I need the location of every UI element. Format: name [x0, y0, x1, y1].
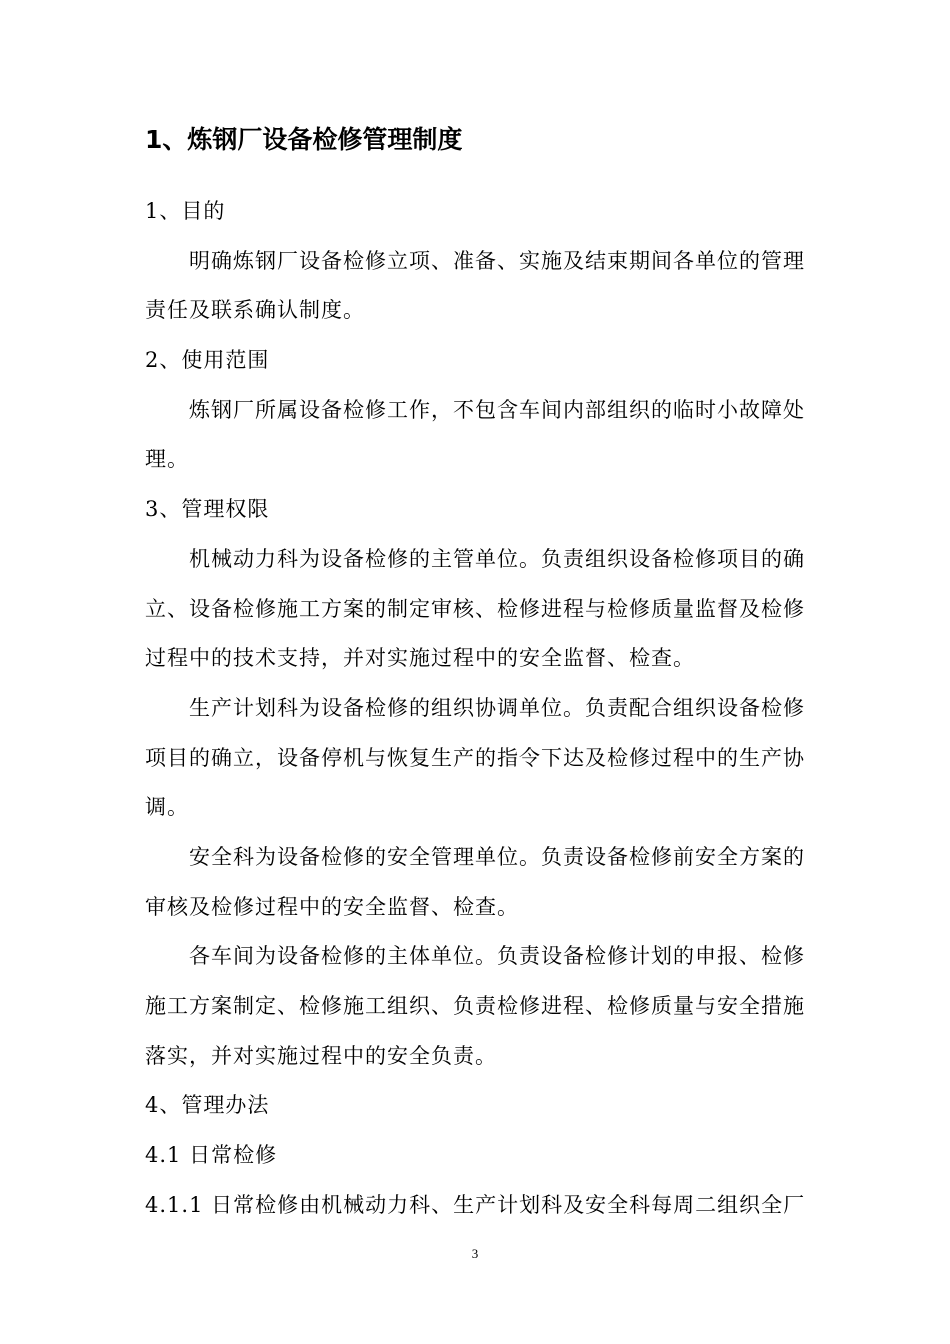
paragraph-line: 施工方案制定、检修施工组织、负责检修进程、检修质量与安全措施	[145, 994, 805, 1018]
paragraph-line: 过程中的技术支持，并对实施过程中的安全监督、检查。	[145, 646, 695, 670]
paragraph-line: 责任及联系确认制度。	[145, 298, 365, 322]
paragraph-line: 4.1.1 日常检修由机械动力科、生产计划科及安全科每周二组织全厂	[145, 1193, 806, 1217]
paragraph-line: 生产计划科为设备检修的组织协调单位。负责配合组织设备检修	[189, 696, 805, 720]
page-number: 3	[471, 1246, 479, 1261]
paragraph-line: 落实，并对实施过程中的安全负责。	[145, 1044, 497, 1068]
paragraph-line: 调。	[145, 795, 189, 819]
paragraph-line: 审核及检修过程中的安全监督、检查。	[145, 895, 519, 919]
section-heading-methods: 4、管理办法	[145, 1093, 270, 1117]
section-heading-purpose: 1、目的	[145, 199, 226, 223]
paragraph-line: 各车间为设备检修的主体单位。负责设备检修计划的申报、检修	[189, 944, 805, 968]
subsection-heading: 4.1 日常检修	[145, 1143, 278, 1167]
paragraph-line: 明确炼钢厂设备检修立项、准备、实施及结束期间各单位的管理	[189, 249, 805, 273]
paragraph-line: 安全科为设备检修的安全管理单位。负责设备检修前安全方案的	[189, 845, 805, 869]
paragraph-line: 立、设备检修施工方案的制定审核、检修进程与检修质量监督及检修	[145, 597, 805, 621]
paragraph-line: 理。	[145, 447, 189, 471]
document-title: 1、炼钢厂设备检修管理制度	[145, 125, 463, 154]
paragraph-line: 项目的确立，设备停机与恢复生产的指令下达及检修过程中的生产协	[145, 746, 805, 770]
paragraph-line: 机械动力科为设备检修的主管单位。负责组织设备检修项目的确	[189, 547, 805, 571]
paragraph-line: 炼钢厂所属设备检修工作，不包含车间内部组织的临时小故障处	[189, 398, 805, 422]
section-heading-authority: 3、管理权限	[145, 497, 270, 521]
section-heading-scope: 2、使用范围	[145, 348, 270, 372]
